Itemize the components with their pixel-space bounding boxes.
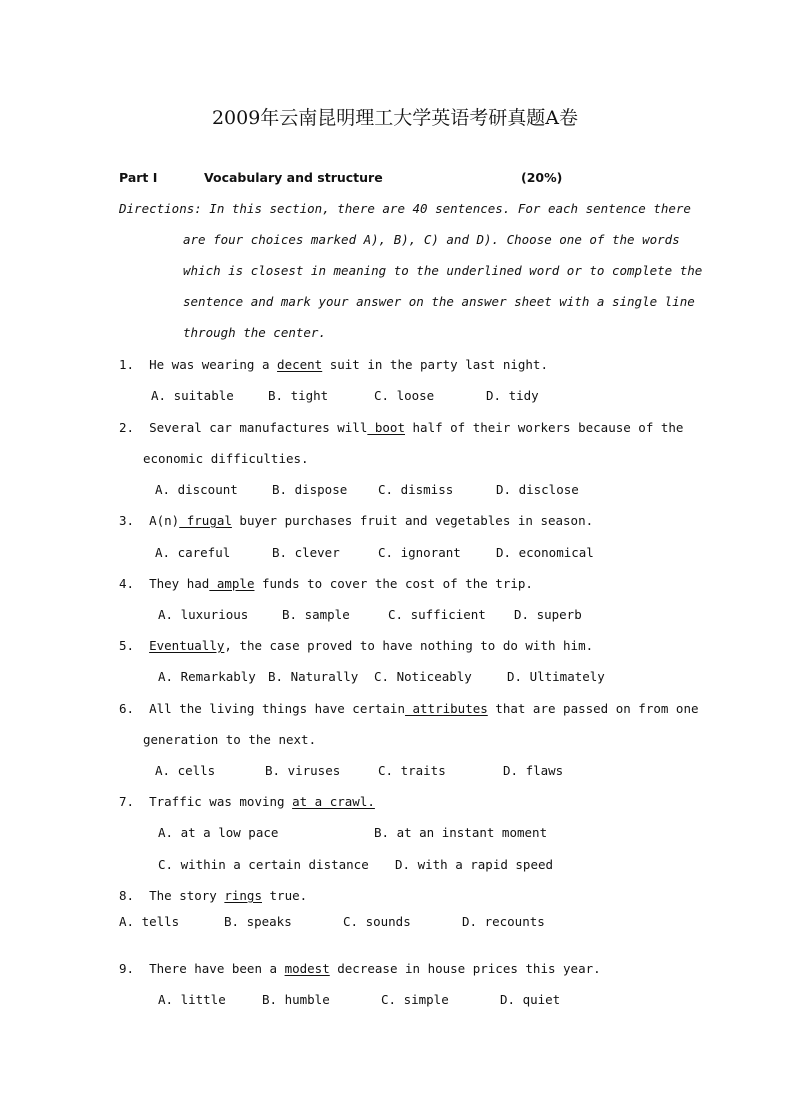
part-label: Part I bbox=[119, 170, 158, 185]
underlined-word: frugal bbox=[179, 513, 232, 528]
option: C. dismiss bbox=[378, 482, 454, 497]
option: B. at an instant moment bbox=[374, 825, 548, 840]
directions-line: sentence and mark your answer on the answer sheet with a single line bbox=[183, 294, 695, 309]
directions-line: through the center. bbox=[183, 325, 326, 340]
option: D. tidy bbox=[486, 388, 539, 403]
option: B. Naturally bbox=[268, 669, 359, 684]
option: B. humble bbox=[262, 992, 330, 1007]
directions-line: which is closest in meaning to the underlined word or to complete the bbox=[183, 263, 703, 278]
underlined-word: at a crawl. bbox=[292, 794, 375, 809]
option: D. with a rapid speed bbox=[395, 857, 554, 872]
option: D. flaws bbox=[503, 763, 564, 778]
part-score: (20%) bbox=[521, 170, 563, 185]
underlined-word: Eventually bbox=[149, 638, 225, 653]
option: A. tells bbox=[119, 914, 180, 929]
directions-line: Directions: In this section, there are 40 sentences. For each sentence there bbox=[119, 201, 691, 216]
question-stem: 5. Eventually, the case proved to have nothing to do with him. bbox=[119, 638, 594, 653]
question-stem: 2. Several car manufactures will boot half of their workers because of the bbox=[119, 420, 684, 435]
page-title: 2009年云南昆明理工大学英语考研真题A卷 bbox=[211, 107, 579, 129]
option: A. Remarkably bbox=[158, 669, 256, 684]
option: C. sounds bbox=[343, 914, 411, 929]
option: A. discount bbox=[155, 482, 238, 497]
option: D. quiet bbox=[500, 992, 561, 1007]
option: A. careful bbox=[155, 545, 231, 560]
option: C. simple bbox=[381, 992, 449, 1007]
option: C. within a certain distance bbox=[158, 857, 369, 872]
question-stem-cont: economic difficulties. bbox=[143, 451, 309, 466]
question-stem: 3. A(n) frugal buyer purchases fruit and vegetables in season. bbox=[119, 513, 594, 528]
option: A. at a low pace bbox=[158, 825, 279, 840]
option: D. economical bbox=[496, 545, 594, 560]
option: D. superb bbox=[514, 607, 582, 622]
underlined-word: decent bbox=[277, 357, 323, 372]
option: A. suitable bbox=[151, 388, 234, 403]
option: C. loose bbox=[374, 388, 435, 403]
option: B. sample bbox=[282, 607, 350, 622]
option: C. traits bbox=[378, 763, 446, 778]
option: A. luxurious bbox=[158, 607, 249, 622]
option: C. sufficient bbox=[388, 607, 486, 622]
question-stem-cont: generation to the next. bbox=[143, 732, 317, 747]
underlined-word: rings bbox=[224, 888, 262, 903]
option: B. dispose bbox=[272, 482, 348, 497]
option: D. disclose bbox=[496, 482, 579, 497]
underlined-word: attributes bbox=[404, 701, 488, 716]
question-stem: 7. Traffic was moving at a crawl. bbox=[119, 794, 375, 809]
question-stem: 8. The story rings true. bbox=[119, 888, 308, 903]
part-name: Vocabulary and structure bbox=[204, 170, 383, 185]
option: B. speaks bbox=[224, 914, 292, 929]
option: A. little bbox=[158, 992, 226, 1007]
question-stem: 1. He was wearing a decent suit in the party last night. bbox=[119, 357, 548, 372]
question-stem: 9. There have been a modest decrease in house prices this year. bbox=[119, 961, 601, 976]
option: B. clever bbox=[272, 545, 340, 560]
question-stem: 4. They had ample funds to cover the cost of the trip. bbox=[119, 576, 533, 591]
option: D. Ultimately bbox=[507, 669, 605, 684]
directions-line: are four choices marked A), B), C) and D). Choose one of the words bbox=[183, 232, 680, 247]
underlined-word: ample bbox=[209, 576, 255, 591]
option: C. Noticeably bbox=[374, 669, 472, 684]
underlined-word: modest bbox=[284, 961, 330, 976]
option: B. viruses bbox=[265, 763, 341, 778]
option: C. ignorant bbox=[378, 545, 461, 560]
underlined-word: boot bbox=[367, 420, 405, 435]
option: A. cells bbox=[155, 763, 216, 778]
option: D. recounts bbox=[462, 914, 545, 929]
option: B. tight bbox=[268, 388, 329, 403]
question-stem: 6. All the living things have certain attributes that are passed on from one bbox=[119, 701, 699, 716]
